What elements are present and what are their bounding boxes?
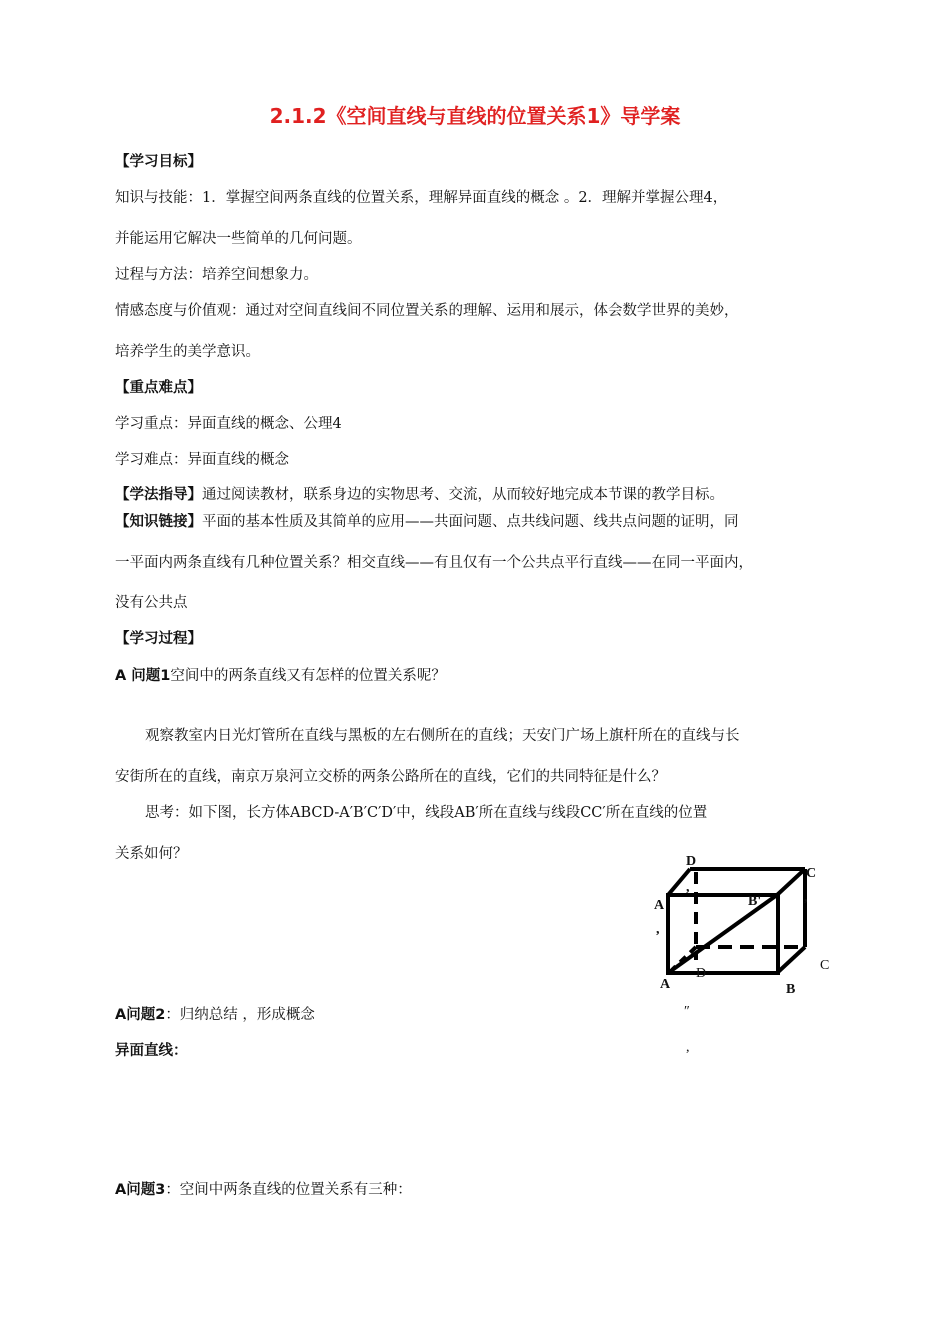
edge-bottom-right-slant [777,947,805,973]
question-1-text: 空间中的两条直线又有怎样的位置关系呢？ [170,668,446,684]
difficulty: 学习难点：异面直线的概念 [115,452,289,468]
cuboid-drawing [640,860,850,1070]
method-label: 【学法指导】 [115,487,202,503]
label-a-prime: A [654,898,665,913]
emotion-line-2: 培养学生的美学意识。 [115,344,260,360]
label-comma-3: , [656,922,660,937]
question-2-text: ：归纳总结 ，形成概念 [165,1007,315,1023]
method-paragraph [115,485,845,505]
link-line-3: 没有公共点 [115,595,188,611]
goals-line-2: 并能运用它解决一些简单的几何问题。 [115,231,362,247]
think-line-2: 关系如何？ [115,846,188,862]
key-point: 学习重点：异面直线的概念、公理4 [115,416,342,432]
hidden-edge-slant [672,947,696,970]
link-text-1: 平面的基本性质及其简单的应用——共面问题、点共线问题、线共点问题的证明，同 [202,514,739,530]
question-1-label: A 问题1 [115,668,171,684]
question-1 [115,666,845,686]
emotion-line-1: 情感态度与价值观：通过对空间直线间不同位置关系的理解、运用和展示，体会数学世界的美妙， [115,303,739,319]
method-text: 通过阅读教材，联系身边的实物思考、交流，从而较好地完成本节课的教学目标。 [202,487,724,503]
label-a: A [660,977,671,992]
question-2-label: A问题2 [115,1007,166,1023]
label-c-prime: C [806,866,817,881]
think-line-1: 思考：如下图，长方体ABCD-A′B′C′D′中，线段AB′所在直线与线段CC′所在直线的位置 [145,805,708,821]
observe-line-1: 观察教室内日光灯管所在直线与黑板的左右侧所在的直线；天安门广场上旗杆所在的直线与长 [145,728,740,744]
question-2 [115,1005,845,1025]
cuboid-figure [640,854,850,1070]
observe-line-2: 安街所在的直线，南京万泉河立交桥的两条公路所在的直线，它们的共同特征是什么？ [115,769,666,785]
label-comma-2: , [804,890,808,905]
label-d-prime: D [686,854,697,869]
label-double-prime: ″ [684,1004,690,1019]
key-heading: 【重点难点】 [115,380,202,396]
edge-top-right-slant [777,869,805,895]
label-c: C [820,958,830,973]
process-heading: 【学习过程】 [115,631,202,647]
label-d: D [696,966,707,981]
page-title: 2.1.2《空间直线与直线的位置关系1》导学案 [269,104,681,128]
link-paragraph [115,512,845,532]
link-label: 【知识链接】 [115,514,202,530]
label-comma-low: , [686,1040,690,1055]
skew-lines-label: 异面直线： [115,1043,188,1059]
label-b-prime: B' [748,894,762,909]
goals-heading: 【学习目标】 [115,154,202,170]
label-comma-1: , [686,880,690,895]
question-3-label: A问题3 [115,1182,166,1198]
question-3-text: ：空间中两条直线的位置关系有三种： [165,1182,412,1198]
link-line-2: 一平面内两条直线有几种位置关系？相交直线——有且仅有一个公共点平行直线——在同一平面内， [115,555,753,571]
question-3 [115,1180,845,1200]
process-method: 过程与方法：培养空间想象力。 [115,267,318,283]
goals-line-1: 知识与技能：1．掌握空间两条直线的位置关系，理解异面直线的概念 。2．理解并掌握公理4， [115,190,728,206]
label-b: B [786,982,796,997]
